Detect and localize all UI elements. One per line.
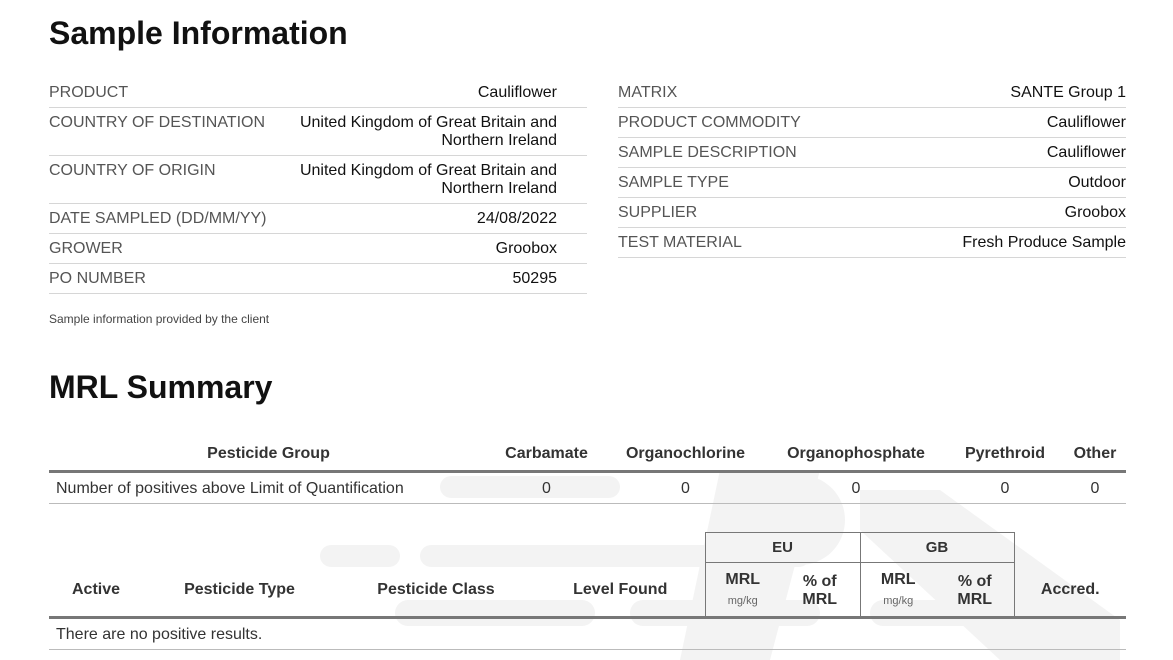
header-level-found: Level Found <box>536 563 705 618</box>
no-results-message: There are no positive results. <box>49 618 1126 650</box>
sample-info-left-list <box>49 78 557 294</box>
mrl-unit: mg/kg <box>883 595 914 607</box>
sample-row-matrix <box>618 78 1126 108</box>
header-pesticide-type: Pesticide Type <box>143 563 336 618</box>
header-pesticide-group: Pesticide Group <box>207 445 330 462</box>
sample-row-product-commodity <box>618 108 1126 138</box>
row-value: Cauliflower <box>477 84 557 101</box>
row-label: PO NUMBER <box>49 270 146 287</box>
row-label: COUNTRY OF ORIGIN <box>49 162 216 179</box>
header-active: Active <box>49 563 143 618</box>
mrl-summary-heading: MRL Summary <box>49 369 273 405</box>
sample-row-date-sampled <box>49 204 587 234</box>
other-count: 0 <box>1090 480 1100 497</box>
group-eu-header: EU <box>705 533 860 563</box>
pyrethroid-count: 0 <box>1000 480 1010 497</box>
organophosphate-count: 0 <box>851 480 861 497</box>
row-label: SAMPLE DESCRIPTION <box>618 144 797 161</box>
sample-row-product <box>49 78 587 108</box>
mrl-label: MRL <box>725 571 761 588</box>
row-value: United Kingdom of Great Britain and Northern Ireland <box>299 162 557 197</box>
row-value: Cauliflower <box>1046 114 1126 131</box>
sample-row-sample-type <box>618 168 1126 198</box>
pct-line-2: MRL <box>957 590 993 608</box>
sample-row-supplier <box>618 198 1126 228</box>
table-row <box>49 472 1126 504</box>
header-organochlorine: Organochlorine <box>625 445 746 462</box>
row-label: SUPPLIER <box>618 204 698 221</box>
sample-row-sample-description <box>618 138 1126 168</box>
row-value: Fresh Produce Sample <box>962 234 1126 251</box>
header-gb-mrl <box>860 563 936 618</box>
pct-line-1: % of <box>957 572 992 590</box>
results-group-header-row <box>49 533 1126 563</box>
row-value: Cauliflower <box>1046 144 1126 161</box>
header-gb-pct-mrl <box>936 563 1014 618</box>
sample-row-test-material <box>618 228 1126 258</box>
header-organophosphate: Organophosphate <box>787 445 925 462</box>
sample-row-po-number <box>49 264 587 294</box>
group-gb-header: GB <box>860 533 1014 563</box>
table-row <box>49 618 1126 650</box>
carbamate-count: 0 <box>542 480 551 497</box>
summary-row-label: Number of positives above Limit of Quantification <box>56 480 404 497</box>
row-label: GROWER <box>49 240 123 257</box>
row-label: SAMPLE TYPE <box>618 174 729 191</box>
sample-row-country-of-origin <box>49 156 587 204</box>
summary-header-row <box>49 440 1126 472</box>
row-value: Groobox <box>495 240 557 257</box>
row-value: Groobox <box>1064 204 1126 221</box>
row-label: DATE SAMPLED (DD/MM/YY) <box>49 210 267 227</box>
results-header-row <box>49 563 1126 618</box>
row-value: 24/08/2022 <box>476 210 557 227</box>
sample-info-footnote: Sample information provided by the client <box>49 312 270 326</box>
row-value: Outdoor <box>1068 174 1126 191</box>
row-label: PRODUCT <box>49 84 129 101</box>
mrl-label: MRL <box>880 571 916 588</box>
row-label: PRODUCT COMMODITY <box>618 114 801 131</box>
header-pesticide-class: Pesticide Class <box>336 563 536 618</box>
sample-information-heading: Sample Information <box>49 15 348 51</box>
results-table <box>49 532 1126 650</box>
sample-row-country-of-destination <box>49 108 587 156</box>
header-accred: Accred. <box>1014 563 1126 618</box>
sample-info-right-list <box>618 78 1126 258</box>
row-value: SANTE Group 1 <box>1010 84 1126 101</box>
header-carbamate: Carbamate <box>505 445 588 462</box>
pct-line-2: MRL <box>802 590 838 608</box>
row-label: COUNTRY OF DESTINATION <box>49 114 266 131</box>
header-other: Other <box>1073 445 1117 462</box>
sample-row-grower <box>49 234 587 264</box>
mrl-unit: mg/kg <box>727 595 758 607</box>
row-value: 50295 <box>512 270 557 287</box>
row-label: MATRIX <box>618 84 678 101</box>
row-value: United Kingdom of Great Britain and Northern Ireland <box>299 114 557 149</box>
mrl-summary-table <box>49 440 1126 504</box>
pct-line-1: % of <box>802 572 837 590</box>
header-eu-mrl <box>705 563 780 618</box>
row-label: TEST MATERIAL <box>618 234 742 251</box>
organochlorine-count: 0 <box>681 480 690 497</box>
header-pyrethroid: Pyrethroid <box>964 445 1045 462</box>
header-eu-pct-mrl <box>780 563 860 618</box>
